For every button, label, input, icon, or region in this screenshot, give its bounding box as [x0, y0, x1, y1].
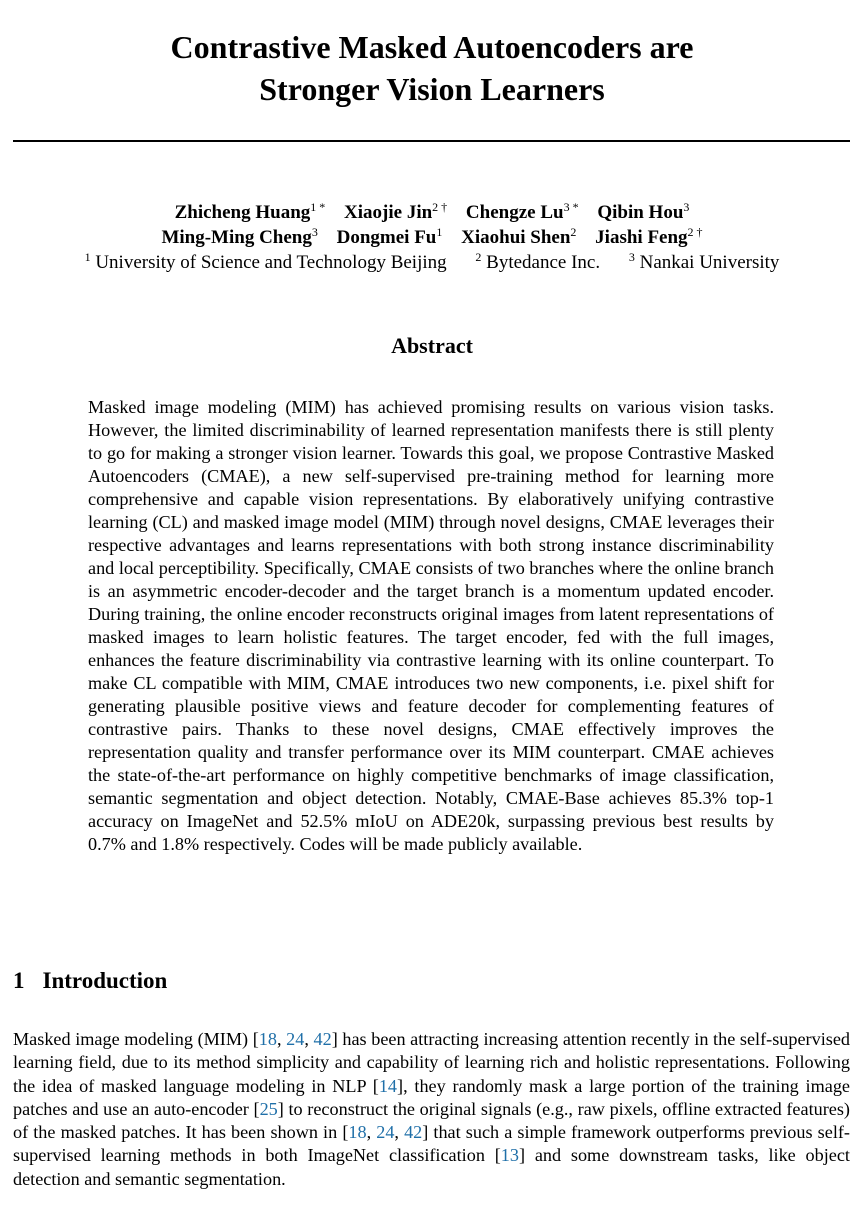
section-heading — [13, 966, 167, 996]
intro-text: ], they randomly mask a large portion of the training image patches and use an auto-encoder [ — [13, 1075, 850, 1119]
title-rule — [13, 140, 850, 142]
abstract-text: Masked image modeling (MIM) has achieved promising results on various vision tasks. However, the limited discriminability of learned representation manifests there is still plenty to go for making a stronger vision learner. Towards this goal, we propose Contrastive Masked Autoencoders (CMAE), a new self-supervised pre-training method for learning more comprehensive and capable vision representations. By elaboratively unifying contrastive learning (CL) and masked image model (MIM) through novel designs, CMAE leverages their respective advantages and learns representations with both strong instance discriminability and local perceptibility. Specifically, CMAE consists of two branches where the online branch is an asymmetric encoder-decoder and the target branch is a momentum updated encoder. During training, the online encoder reconstructs original images from latent representations of masked images to learn holistic features. The target encoder, fed with the full images, enhances the feature discriminability via contrastive learning with its online counterpart. To make CL compatible with MIM, CMAE introduces two new components, i.e. pixel shift for generating plausible positive views and feature decoder for complementing features of contrastive pairs. Thanks to these novel designs, CMAE effectively improves the representation quality and transfer performance over its MIM counterpart. CMAE achieves the state-of-the-art performance on highly competitive benchmarks of image classification, semantic segmentation and object detection. Notably, CMAE-Base achieves 85.3% top-1 accuracy on ImageNet and 52.5% mIoU on ADE20k, surpassing previous best results by 0.7% and 1.8% respectively. Codes will be made publicly available. — [88, 397, 774, 854]
author: Xiaojie Jin$^{2 \dagger}$ — [344, 200, 448, 223]
citation-link[interactable]: 13 — [500, 1145, 519, 1166]
affiliation: $^2$ Bytedance Inc. — [475, 250, 601, 273]
intro-text: , — [394, 1122, 405, 1143]
citation-link[interactable]: 14 — [378, 1075, 398, 1096]
title-line-2: Stronger Vision Learners — [259, 71, 605, 107]
section-number: 1 — [13, 968, 25, 993]
citation-link[interactable]: 25 — [259, 1098, 278, 1119]
section-title: Introduction — [42, 968, 168, 993]
title-line-1: Contrastive Masked Autoencoders are — [170, 29, 694, 65]
citation-link[interactable]: 24 — [286, 1029, 305, 1049]
affiliation: $^3$ Nankai University — [628, 250, 780, 273]
abstract-heading: Abstract — [391, 333, 473, 358]
citation-link[interactable]: 42 — [313, 1029, 332, 1049]
author: Zhicheng Huang$^{1 *}$ — [174, 200, 326, 223]
intro-text: ] and some downstream tasks, like object detection and semantic segmentation. — [13, 1145, 850, 1189]
citation-link[interactable]: 18 — [258, 1029, 277, 1049]
author: Ming-Ming Cheng$^3$ — [161, 225, 318, 248]
author-line-1 — [0, 200, 864, 225]
intro-text: , — [276, 1029, 287, 1049]
intro-text: , — [366, 1122, 377, 1143]
author: Xiaohui Shen$^2$ — [461, 225, 577, 248]
intro-text: ] to reconstruct the original signals (e.g., raw pixels, offline extracted features) of the masked patches. It has been shown in [ — [13, 1098, 850, 1143]
affiliation-line — [0, 250, 864, 275]
intro-text: ] has been attracting increasing attention recently in the self-supervised learning field, due to its method simplicity and capability of learning rich and holistic representations. Following the idea of masked language modeling in NLP [ — [13, 1029, 850, 1096]
intro-text: ] that such a simple framework outperforms previous self-supervised learning methods in both ImageNet classification [ — [13, 1122, 850, 1166]
affiliation: $^1$ University of Science and Technology Beijing — [84, 250, 447, 273]
author-line-2 — [0, 225, 864, 250]
intro-paragraph — [13, 1028, 850, 1191]
intro-text: Masked image modeling (MIM) [ — [13, 1029, 259, 1049]
author: Chengze $Lu^{3 *}$ — [465, 200, 579, 223]
author: Qibin Hou$^3$ — [597, 200, 690, 223]
intro-text: , — [304, 1029, 314, 1049]
citation-link[interactable]: 42 — [404, 1122, 423, 1143]
author: Dongmei Fu$^1$ — [336, 225, 443, 248]
author: Jiashi Feng$^{2 \dagger}$ — [595, 225, 703, 248]
citation-link[interactable]: 18 — [348, 1122, 367, 1143]
citation-link[interactable]: 24 — [376, 1122, 395, 1143]
author-block — [0, 200, 864, 275]
paper-title — [0, 26, 864, 110]
